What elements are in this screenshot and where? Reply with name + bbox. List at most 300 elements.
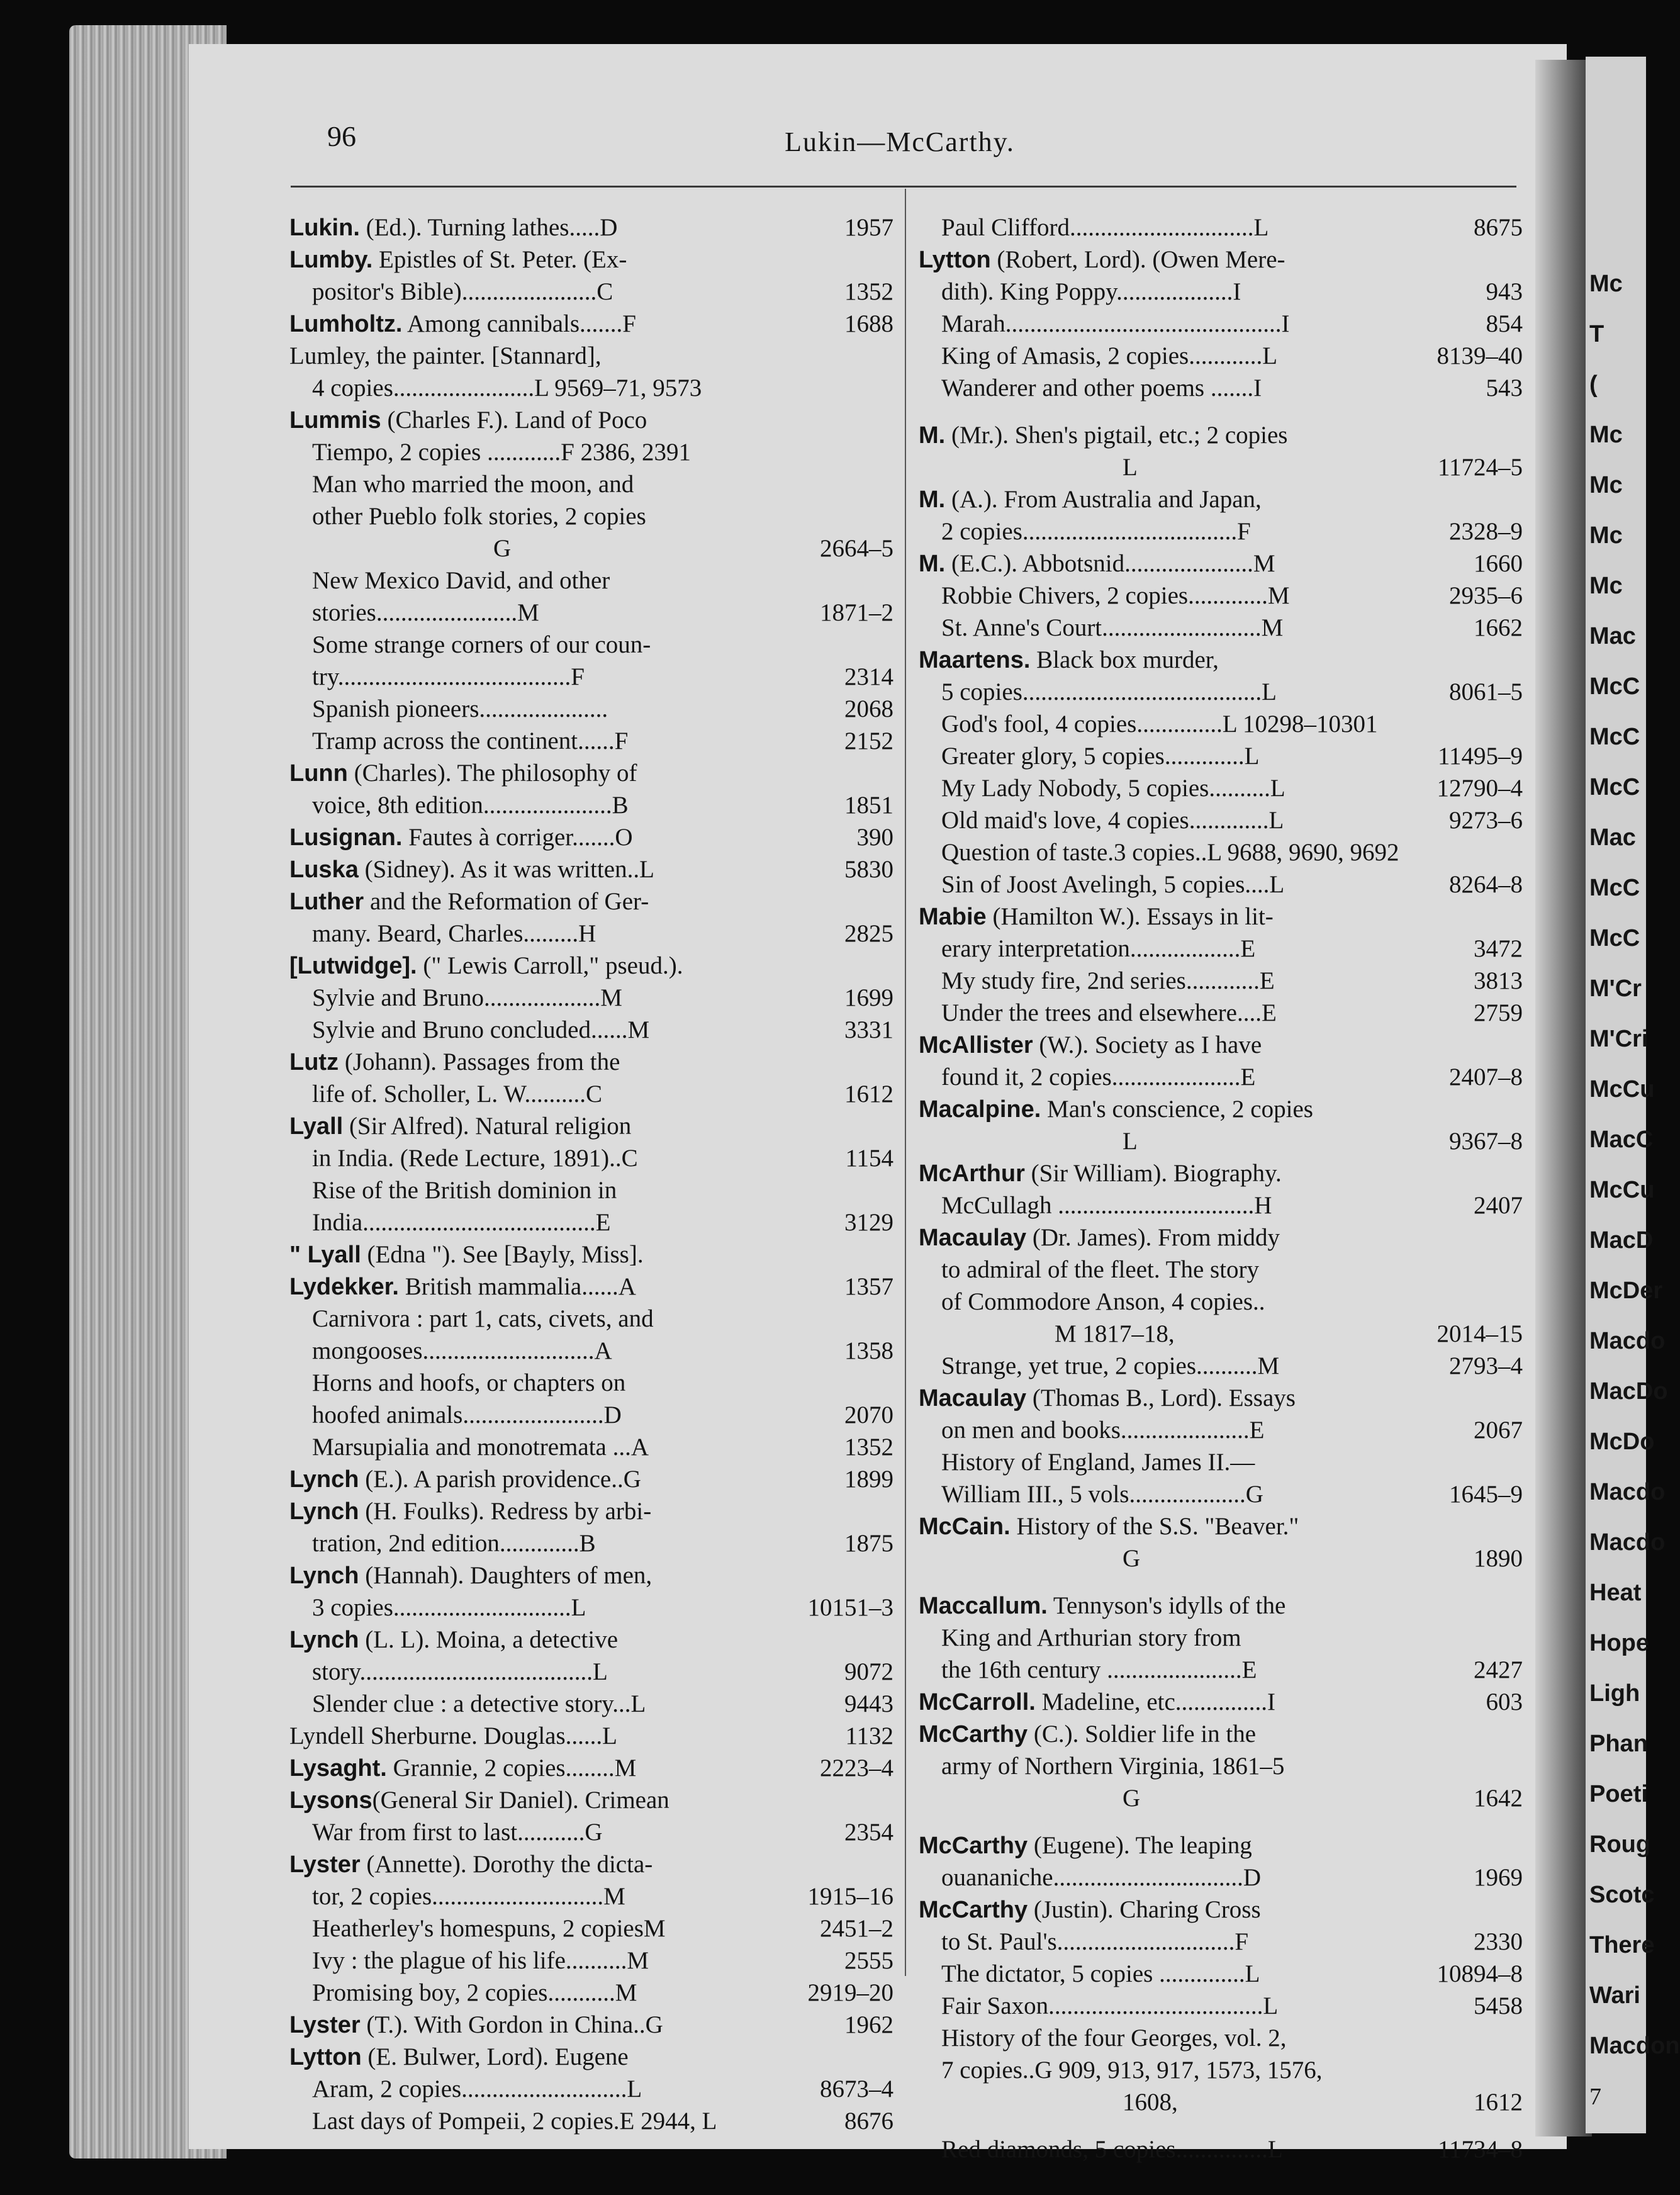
entry-text bbox=[312, 276, 613, 308]
call-number: 1612 bbox=[1474, 2089, 1523, 2116]
entry-line bbox=[919, 547, 1523, 580]
entry-line bbox=[919, 1254, 1523, 1286]
entry-heading: Lumby. bbox=[289, 247, 373, 273]
entry-line bbox=[919, 211, 1523, 244]
next-page-fragment: ( bbox=[1589, 371, 1598, 398]
index-entry bbox=[289, 2105, 893, 2137]
entry-line bbox=[289, 276, 893, 308]
next-page-fragment: Heat bbox=[1589, 1580, 1642, 1606]
entry-line bbox=[919, 244, 1523, 276]
index-entry bbox=[919, 901, 1523, 965]
call-number: 5830 bbox=[844, 856, 893, 883]
next-page-fragment: Mc bbox=[1589, 522, 1623, 549]
entry-text bbox=[289, 1559, 652, 1592]
entry-text bbox=[919, 1510, 1299, 1543]
call-number: 3331 bbox=[844, 1016, 893, 1043]
entry-body: Marsupialia and monotremata ...A bbox=[312, 1434, 649, 1461]
entry-heading: Luther bbox=[289, 889, 364, 915]
entry-line bbox=[289, 757, 893, 789]
entry-text bbox=[289, 1046, 620, 1079]
entry-body: stories.......................M bbox=[312, 599, 539, 626]
entry-body: 2 copies...................................F bbox=[941, 518, 1251, 545]
index-entry bbox=[289, 1624, 893, 1688]
index-column-left bbox=[289, 211, 893, 2137]
entry-line bbox=[919, 1061, 1523, 1093]
entry-text bbox=[312, 436, 691, 468]
entry-heading: McCarthy bbox=[919, 1833, 1028, 1859]
next-page-fragment: Macdo bbox=[1589, 1529, 1666, 1556]
entry-line bbox=[289, 1367, 893, 1399]
entry-body: History of the S.S. "Beaver." bbox=[1010, 1513, 1299, 1540]
call-number: 2555 bbox=[844, 1947, 893, 1974]
entry-body: (E.C.). Abbotsnid.....................M bbox=[945, 550, 1275, 577]
call-number: 2935–6 bbox=[1449, 582, 1523, 609]
next-page-fragment: Roug bbox=[1589, 1831, 1651, 1858]
entry-line bbox=[919, 868, 1523, 901]
entry-line bbox=[919, 1414, 1523, 1446]
entry-text bbox=[919, 1718, 1256, 1751]
entry-body: Horns and hoofs, or chapters on bbox=[312, 1369, 626, 1396]
entry-body: other Pueblo folk stories, 2 copies bbox=[312, 503, 646, 530]
entry-body: 7 copies..G 909, 913, 917, 1573, 1576, bbox=[941, 2057, 1323, 2084]
entry-heading: Lyster bbox=[289, 2012, 361, 2038]
entry-line bbox=[289, 436, 893, 468]
entry-body: to admiral of the fleet. The story bbox=[941, 1256, 1260, 1283]
entry-text bbox=[941, 1750, 1284, 1782]
entry-body: Sin of Joost Avelingh, 5 copies....L bbox=[941, 871, 1285, 898]
running-head: Lukin—McCarthy. bbox=[785, 126, 1015, 157]
entry-body: (General Sir Daniel). Crimean bbox=[372, 1787, 669, 1814]
entry-line bbox=[919, 772, 1523, 804]
entry-line bbox=[289, 1688, 893, 1720]
entry-body: New Mexico David, and other bbox=[312, 567, 610, 594]
entry-text bbox=[289, 1110, 631, 1143]
index-entry bbox=[919, 308, 1523, 340]
entry-body: War from first to last...........G bbox=[312, 1819, 603, 1846]
entry-text bbox=[941, 1654, 1257, 1686]
index-entry bbox=[919, 836, 1523, 868]
index-entry bbox=[919, 1718, 1523, 1814]
entry-line bbox=[289, 597, 893, 629]
entry-text bbox=[289, 1848, 652, 1881]
entry-line bbox=[919, 1622, 1523, 1654]
entry-body: Ivy : the plague of his life..........M bbox=[312, 1947, 649, 1974]
call-number: 2793–4 bbox=[1449, 1352, 1523, 1379]
entry-line bbox=[919, 1926, 1523, 1958]
entry-text bbox=[941, 933, 1255, 965]
entry-heading: Lynch bbox=[289, 1563, 359, 1589]
entry-line bbox=[289, 693, 893, 725]
index-entry bbox=[289, 404, 893, 468]
entry-text bbox=[312, 1945, 649, 1977]
index-entry bbox=[289, 308, 893, 340]
entry-line bbox=[289, 661, 893, 693]
entry-text bbox=[919, 419, 1288, 452]
index-entry bbox=[289, 821, 893, 853]
entry-line bbox=[289, 500, 893, 532]
entry-text bbox=[941, 804, 1284, 836]
entry-body: (Mr.). Shen's pigtail, etc.; 2 copies bbox=[945, 422, 1288, 449]
entry-text bbox=[941, 276, 1241, 308]
entry-line bbox=[289, 1046, 893, 1078]
next-page-fragment: Mac bbox=[1589, 623, 1636, 649]
entry-text bbox=[941, 1990, 1278, 2022]
entry-text bbox=[312, 1014, 649, 1046]
entry-heading: McAllister bbox=[919, 1032, 1033, 1058]
index-entry bbox=[919, 1093, 1523, 1157]
index-entry bbox=[289, 1271, 893, 1303]
header-rule bbox=[291, 186, 1516, 188]
entry-body: found it, 2 copies.....................E bbox=[941, 1064, 1256, 1091]
entry-body: Sylvie and Bruno concluded......M bbox=[312, 1016, 650, 1043]
index-entry bbox=[289, 2009, 893, 2041]
call-number: 5458 bbox=[1474, 1992, 1523, 2019]
entry-line bbox=[289, 2073, 893, 2105]
entry-heading: Lysaght. bbox=[289, 1755, 387, 1782]
entry-line bbox=[919, 612, 1523, 644]
index-entry bbox=[289, 1046, 893, 1110]
entry-line bbox=[919, 804, 1523, 836]
entry-text bbox=[312, 1977, 637, 2009]
entry-line bbox=[289, 1238, 893, 1271]
call-number: 2825 bbox=[844, 920, 893, 947]
entry-body: (Sir William). Biography. bbox=[1024, 1160, 1282, 1187]
entry-line bbox=[289, 1592, 893, 1624]
entry-text bbox=[289, 1784, 669, 1817]
entry-line bbox=[919, 1382, 1523, 1414]
entry-text bbox=[312, 918, 596, 950]
index-entry bbox=[289, 1559, 893, 1624]
entry-body: (E. Bulwer, Lord). Eugene bbox=[361, 2043, 629, 2070]
entry-line bbox=[919, 580, 1523, 612]
index-entry bbox=[289, 244, 893, 308]
entry-line bbox=[919, 740, 1523, 772]
entry-line bbox=[289, 308, 893, 340]
call-number: 1357 bbox=[844, 1273, 893, 1300]
entry-text bbox=[1055, 1318, 1175, 1350]
call-number: 1969 bbox=[1474, 1864, 1523, 1891]
entry-text bbox=[941, 1861, 1261, 1894]
entry-body: (W.). Society as I have bbox=[1033, 1031, 1262, 1058]
entry-line bbox=[289, 853, 893, 885]
index-entry bbox=[919, 1510, 1523, 1575]
entry-body: History of England, James II.— bbox=[941, 1449, 1255, 1476]
entry-heading: Maccallum. bbox=[919, 1593, 1048, 1619]
entry-heading: Lusignan. bbox=[289, 824, 403, 851]
entry-body: positor's Bible)......................C bbox=[312, 278, 613, 305]
next-page-fragment: MacD bbox=[1589, 1227, 1654, 1254]
call-number: 1915–16 bbox=[807, 1883, 893, 1910]
entry-body: British mammalia......A bbox=[398, 1273, 636, 1300]
entry-line bbox=[919, 1093, 1523, 1125]
entry-text bbox=[289, 308, 636, 340]
call-number: 10894–8 bbox=[1436, 1960, 1523, 1987]
entry-text bbox=[312, 629, 651, 661]
entry-text bbox=[312, 564, 610, 597]
entry-heading: Luska bbox=[289, 856, 359, 883]
entry-body: Wanderer and other poems .......I bbox=[941, 374, 1262, 401]
entry-body: voice, 8th edition.....................B bbox=[312, 792, 629, 819]
index-entry bbox=[289, 1495, 893, 1559]
index-entry bbox=[289, 1784, 893, 1848]
entry-line bbox=[919, 515, 1523, 547]
entry-body: William III., 5 vols...................G bbox=[941, 1481, 1263, 1508]
index-entry bbox=[289, 1688, 893, 1720]
next-page-fragment: Scotc bbox=[1589, 1882, 1655, 1908]
entry-line bbox=[919, 997, 1523, 1029]
index-entry bbox=[289, 1110, 893, 1174]
call-number: 2070 bbox=[844, 1401, 893, 1429]
entry-line bbox=[289, 1816, 893, 1848]
call-number: 854 bbox=[1486, 310, 1523, 337]
entry-text bbox=[289, 211, 617, 244]
call-number: 2152 bbox=[844, 727, 893, 755]
entry-body: (Hamilton W.). Essays in lit- bbox=[986, 903, 1274, 930]
call-number: 9443 bbox=[844, 1690, 893, 1717]
index-entry bbox=[919, 868, 1523, 901]
entry-body: many. Beard, Charles.........H bbox=[312, 920, 596, 947]
entry-text bbox=[919, 547, 1275, 580]
entry-text bbox=[941, 1926, 1248, 1958]
entry-heading: Lumholtz. bbox=[289, 311, 403, 337]
entry-line bbox=[919, 1990, 1523, 2022]
call-number: 2014–15 bbox=[1436, 1320, 1523, 1347]
entry-text bbox=[312, 1527, 596, 1559]
entry-text bbox=[919, 1382, 1296, 1415]
call-number: 9072 bbox=[844, 1658, 893, 1685]
entry-line bbox=[919, 2086, 1523, 2118]
entry-text bbox=[312, 1078, 602, 1110]
entry-text bbox=[312, 1912, 666, 1945]
call-number: 8675 bbox=[1474, 214, 1523, 241]
entry-heading: Macaulay bbox=[919, 1385, 1027, 1412]
entry-line bbox=[289, 1559, 893, 1592]
entry-text bbox=[941, 580, 1290, 612]
entry-body: Man's conscience, 2 copies bbox=[1041, 1096, 1313, 1123]
entry-body: Question of taste.3 copies..L 9688, 9690, 9692 bbox=[941, 839, 1399, 866]
entry-text bbox=[941, 1286, 1265, 1318]
entry-text bbox=[919, 644, 1219, 676]
entry-body: Old maid's love, 4 copies.............L bbox=[941, 807, 1284, 834]
call-number: 1688 bbox=[844, 310, 893, 337]
entry-line bbox=[289, 950, 893, 982]
entry-line bbox=[289, 1142, 893, 1174]
entry-line bbox=[919, 1542, 1523, 1575]
index-entry bbox=[919, 547, 1523, 580]
entry-text bbox=[919, 1829, 1252, 1862]
entry-body: G bbox=[1123, 1785, 1141, 1812]
entry-text bbox=[312, 1816, 603, 1848]
entry-text bbox=[1123, 1782, 1140, 1814]
call-number: 11734–8 bbox=[1437, 2136, 1523, 2163]
entry-text bbox=[312, 1335, 612, 1367]
entry-body: 3 copies.............................L bbox=[312, 1594, 586, 1621]
entry-line bbox=[289, 1945, 893, 1977]
entry-body: My study fire, 2nd series............E bbox=[941, 967, 1275, 994]
index-entry bbox=[289, 885, 893, 950]
entry-line bbox=[919, 1157, 1523, 1189]
entry-line bbox=[289, 1624, 893, 1656]
entry-text bbox=[941, 1622, 1241, 1654]
entry-text bbox=[312, 1142, 638, 1174]
entry-body: tor, 2 copies............................M bbox=[312, 1883, 625, 1910]
index-entry bbox=[919, 372, 1523, 404]
entry-body: Tiempo, 2 copies ............F 2386, 2391 bbox=[312, 439, 692, 466]
entry-line bbox=[289, 1527, 893, 1559]
entry-text bbox=[919, 1686, 1275, 1719]
entry-line bbox=[289, 2009, 893, 2041]
entry-line bbox=[289, 1880, 893, 1912]
call-number: 2328–9 bbox=[1449, 518, 1523, 545]
call-number: 9273–6 bbox=[1449, 807, 1523, 834]
entry-heading: Lysons bbox=[289, 1787, 372, 1814]
call-number: 2451–2 bbox=[820, 1915, 893, 1942]
entry-body: The dictator, 5 copies ..............L bbox=[941, 1960, 1260, 1987]
entry-heading: McCarthy bbox=[919, 1721, 1028, 1748]
call-number: 2919–20 bbox=[807, 1979, 893, 2006]
entry-body: Grannie, 2 copies........M bbox=[386, 1754, 637, 1782]
entry-body: (Edna "). See [Bayly, Miss]. bbox=[361, 1241, 644, 1268]
entry-body: McCullagh ................................H bbox=[941, 1192, 1272, 1219]
index-entry bbox=[289, 468, 893, 564]
index-entry bbox=[919, 1686, 1523, 1718]
entry-line bbox=[289, 629, 893, 661]
next-page-fragment: Macdon bbox=[1589, 2033, 1680, 2059]
entry-text bbox=[941, 676, 1277, 708]
call-number: 9367–8 bbox=[1449, 1128, 1523, 1155]
entry-line bbox=[919, 1654, 1523, 1686]
index-entry bbox=[919, 340, 1523, 372]
entry-body: story......................................L bbox=[312, 1658, 608, 1685]
entry-line bbox=[289, 468, 893, 500]
entry-line bbox=[289, 1977, 893, 2009]
entry-body: King and Arthurian story from bbox=[941, 1624, 1241, 1651]
entry-text bbox=[289, 1752, 636, 1785]
entry-text bbox=[289, 1495, 651, 1528]
call-number: 2314 bbox=[844, 663, 893, 690]
entry-line bbox=[919, 1189, 1523, 1221]
entry-text bbox=[941, 2054, 1323, 2086]
call-number: 1132 bbox=[845, 1722, 893, 1749]
entry-text bbox=[941, 997, 1277, 1029]
index-entry bbox=[919, 1350, 1523, 1382]
entry-line bbox=[289, 244, 893, 276]
entry-body: G bbox=[1123, 1545, 1141, 1572]
entry-text bbox=[941, 868, 1284, 901]
entry-body: (Justin). Charing Cross bbox=[1028, 1896, 1261, 1923]
entry-body: Rise of the British dominion in bbox=[312, 1177, 617, 1204]
next-page-fragment: Macdo bbox=[1589, 1328, 1666, 1354]
call-number: 8061–5 bbox=[1449, 678, 1523, 705]
entry-line bbox=[289, 211, 893, 244]
index-entry bbox=[289, 853, 893, 885]
entry-body: (Robert, Lord). (Owen Mere- bbox=[990, 246, 1285, 273]
call-number: 1660 bbox=[1474, 550, 1523, 577]
entry-line bbox=[919, 708, 1523, 740]
index-entry bbox=[919, 2022, 1523, 2118]
entry-text bbox=[312, 468, 634, 500]
entry-heading: M. bbox=[919, 422, 946, 449]
entry-line bbox=[919, 1829, 1523, 1861]
entry-heading: Lytton bbox=[289, 2044, 362, 2070]
entry-heading: Maartens. bbox=[919, 647, 1031, 673]
entry-heading: Lynch bbox=[289, 1498, 359, 1525]
entry-line bbox=[919, 1510, 1523, 1542]
call-number: 2664–5 bbox=[820, 535, 893, 562]
entry-text bbox=[1123, 1542, 1140, 1575]
page-number: 96 bbox=[327, 120, 356, 152]
entry-body: Heatherley's homespuns, 2 copiesM bbox=[312, 1915, 666, 1942]
next-page-fragment: MacDo bbox=[1589, 1378, 1668, 1405]
entry-body: on men and books.....................E bbox=[941, 1417, 1265, 1444]
next-page-edge bbox=[1586, 57, 1680, 2133]
entry-line bbox=[289, 2105, 893, 2137]
entry-body: dith). King Poppy...................I bbox=[941, 278, 1241, 305]
entry-line bbox=[919, 1286, 1523, 1318]
index-entry bbox=[919, 1894, 1523, 1958]
entry-text bbox=[941, 372, 1262, 404]
entry-text bbox=[312, 2073, 642, 2105]
entry-text bbox=[941, 2133, 1283, 2165]
index-entry bbox=[289, 340, 893, 404]
entry-text bbox=[919, 1029, 1262, 1062]
index-entry bbox=[289, 757, 893, 821]
entry-text bbox=[289, 885, 649, 918]
entry-text bbox=[312, 597, 539, 629]
entry-line bbox=[919, 1350, 1523, 1382]
entry-line bbox=[289, 564, 893, 597]
entry-body: erary interpretation..................E bbox=[941, 935, 1256, 962]
call-number: 2427 bbox=[1474, 1656, 1523, 1683]
next-page-fragment: McC bbox=[1589, 925, 1640, 952]
next-page-fragment: Macdo bbox=[1589, 1479, 1666, 1505]
index-entry bbox=[289, 211, 893, 244]
entry-body: the 16th century ......................E bbox=[941, 1656, 1257, 1683]
call-number: 3129 bbox=[844, 1209, 893, 1236]
index-column-right bbox=[919, 211, 1523, 2165]
index-entry bbox=[919, 740, 1523, 772]
entry-line bbox=[919, 836, 1523, 868]
entry-body: (Dr. James). From middy bbox=[1026, 1224, 1280, 1251]
entry-text bbox=[289, 853, 654, 886]
entry-text bbox=[312, 1656, 608, 1688]
entry-heading: Lyall bbox=[289, 1113, 344, 1140]
entry-body: Slender clue : a detective story...L bbox=[312, 1690, 646, 1717]
index-entry bbox=[289, 1174, 893, 1238]
entry-body: to St. Paul's.............................F bbox=[941, 1928, 1249, 1955]
entry-text bbox=[289, 1720, 617, 1752]
entry-text bbox=[312, 372, 702, 404]
next-page-fragment: M'Cri bbox=[1589, 1026, 1649, 1052]
entry-line bbox=[919, 1861, 1523, 1894]
entry-body: Lumley, the painter. [Stannard], bbox=[289, 342, 602, 369]
entry-heading: McCarroll. bbox=[919, 1689, 1036, 1715]
entry-text bbox=[941, 2022, 1286, 2054]
entry-text bbox=[941, 740, 1259, 772]
entry-body: of Commodore Anson, 4 copies.. bbox=[941, 1288, 1265, 1315]
entry-body: (Sidney). As it was written..L bbox=[358, 856, 654, 883]
call-number: 2407 bbox=[1474, 1192, 1523, 1219]
entry-body: (Sir Alfred). Natural religion bbox=[343, 1113, 632, 1140]
entry-body: (Annette). Dorothy the dicta- bbox=[360, 1851, 653, 1878]
entry-line bbox=[919, 1750, 1523, 1782]
index-entry bbox=[919, 580, 1523, 612]
entry-text bbox=[941, 340, 1277, 372]
entry-body: Last days of Pompeii, 2 copies.E 2944, L bbox=[312, 2108, 717, 2135]
entry-heading: Lummis bbox=[289, 407, 381, 434]
entry-body: Promising boy, 2 copies...........M bbox=[312, 1979, 637, 2006]
index-entry bbox=[919, 1990, 1523, 2022]
